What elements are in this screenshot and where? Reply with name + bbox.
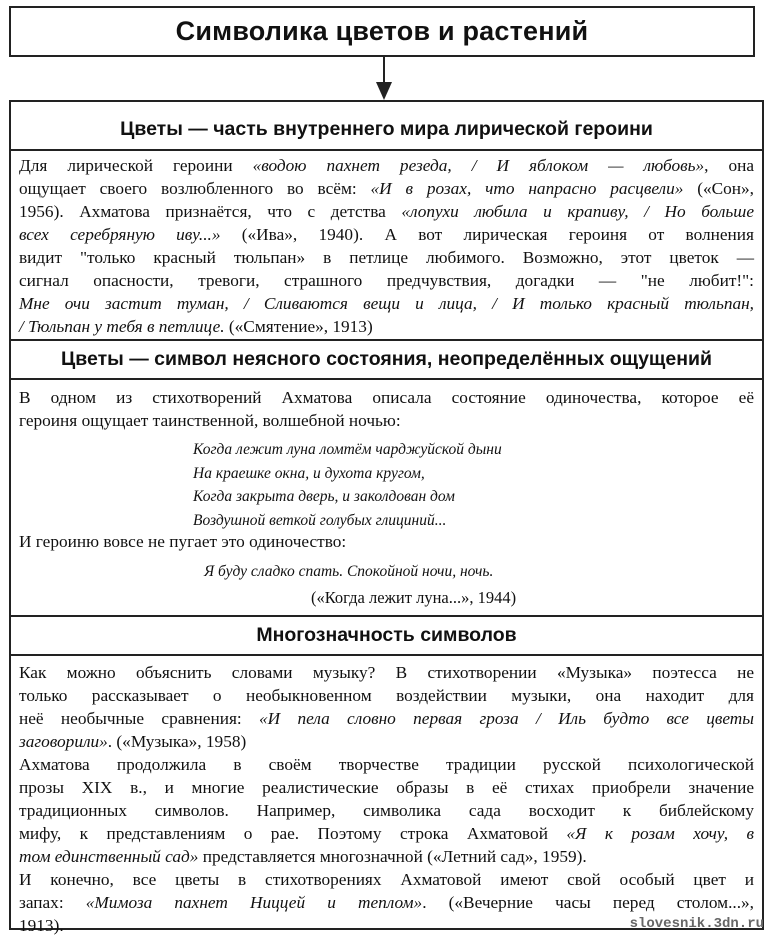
text-span: 1956). Ахматова признаётся, что с детства <box>19 202 402 221</box>
page-title: Символика цветов и растений <box>9 6 755 57</box>
text-span: 1913). <box>19 916 64 935</box>
text-line <box>19 269 754 292</box>
quote-text: «Я к розам хочу, в <box>566 824 754 843</box>
section-3-body <box>19 661 754 937</box>
poem-block <box>193 438 502 532</box>
poem-line: Воздушной веткой голубых глициний... <box>193 511 447 529</box>
text-line: героиня ощущает таинственной, волшебной ночью: <box>19 411 401 430</box>
watermark: slovesnik.3dn.ru <box>629 916 764 932</box>
text-line <box>19 776 754 799</box>
quote-text: «лопухи любила и крапиву, / Но больше <box>401 202 755 221</box>
text-span: неё необычные сравнения: <box>19 709 260 728</box>
section-3-header: Многозначность символов <box>9 615 764 656</box>
text-line <box>19 799 754 822</box>
poem-line: Когда лежит луна ломтём чарджуйской дыни <box>193 441 502 458</box>
text-span: прозы XIX в., и многие реалистические образы в её стихах приобрели значение <box>19 778 754 797</box>
text-span: традиционных символов. Например, символика сада восходит к библейскому <box>19 801 754 820</box>
section-2-intro <box>19 386 754 432</box>
poem-line: Когда закрыта дверь, и заколдован дом <box>193 488 455 505</box>
quote-text: Мне очи застит туман, / Сливаются вещи и лица, / И только красный тюльпан, <box>19 294 754 313</box>
text-line: И героиню вовсе не пугает это одиночество: <box>19 532 347 551</box>
text-span: сигнал опасности, тревоги, страшного предчувствия, догадки — "не любит!": <box>19 271 754 290</box>
text-span: («Сон», <box>683 179 754 198</box>
poem-line: На краешке окна, и духота кругом, <box>193 464 425 482</box>
text-span: . («Вечерние часы перед столом...», <box>422 893 755 912</box>
quote-text: «Мимоза пахнет Ниццей и теплом» <box>85 893 423 912</box>
text-line <box>19 684 754 707</box>
quote-text: всех серебряную иву...» <box>19 225 221 244</box>
text-line <box>19 822 754 845</box>
text-span: запах: <box>19 893 86 912</box>
text-span: Как можно объяснить словами музыку? В стихотворении «Музыка» поэтесса не <box>19 663 754 682</box>
text-span: , она <box>704 156 754 175</box>
text-line <box>19 223 754 246</box>
quote-text: «И пела словно первая гроза / Иль будто все цветы <box>259 709 754 728</box>
quote-text: «И в розах, что напрасно расцвели» <box>370 179 684 198</box>
text-line <box>19 315 754 338</box>
text-line <box>19 868 754 891</box>
quote-text: заговорили» <box>19 732 108 751</box>
text-line <box>19 154 754 177</box>
section-2-middle <box>19 530 754 553</box>
text-span: («Смятение», 1913) <box>224 317 373 336</box>
text-line <box>19 730 754 753</box>
text-span: ощущает своего возлюбленного во всём: <box>19 179 371 198</box>
text-span: Для лирической героини <box>19 156 253 175</box>
text-span: И конечно, все цветы в стихотворениях Ахматовой имеют свой особый цвет и <box>19 870 754 889</box>
quote-text: «водою пахнет резеда, / И яблоком — любовь» <box>252 156 705 175</box>
text-span: видит "только красный тюльпан» в петлице любимого. Возможно, этот цветок — <box>19 248 754 267</box>
text-line <box>19 891 754 914</box>
text-span: . («Музыка», 1958) <box>107 732 247 751</box>
text-span: представляется многозначной («Летний сад», 1959). <box>198 847 587 866</box>
section-1-header: Цветы — часть внутреннего мира лирической героини <box>9 109 764 151</box>
arrow-connector <box>383 57 385 85</box>
text-line <box>19 845 754 868</box>
text-span: мифу, к представлениям о рае. Поэтому строка Ахматовой <box>19 824 567 843</box>
text-line <box>19 246 754 269</box>
text-line <box>19 200 754 223</box>
text-line <box>19 661 754 684</box>
section-1-body <box>19 154 754 338</box>
quote-text: / Тюльпан у тебя в петлице. <box>19 317 225 336</box>
text-line <box>19 292 754 315</box>
section-2-header: Цветы — символ неясного состояния, неопределённых ощущений <box>9 339 764 380</box>
text-line <box>19 177 754 200</box>
text-line <box>19 753 754 776</box>
quote-text: том единственный сад» <box>19 847 199 866</box>
arrow-down-icon <box>376 82 392 100</box>
text-line <box>19 707 754 730</box>
poem-line-2: Я буду сладко спать. Спокойной ночи, ночь. <box>204 563 494 580</box>
text-line: В одном из стихотворений Ахматова описала состояние одиночества, которое её <box>19 388 754 407</box>
text-span: только рассказывает о необыкновенном воздействии музыки, она находит для <box>19 686 754 705</box>
text-span: («Ива», 1940). А вот лирическая героиня от волнения <box>220 225 755 244</box>
poem-source: («Когда лежит луна...», 1944) <box>311 588 517 607</box>
text-span: Ахматова продолжила в своём творчестве традиции русской психологической <box>19 755 754 774</box>
